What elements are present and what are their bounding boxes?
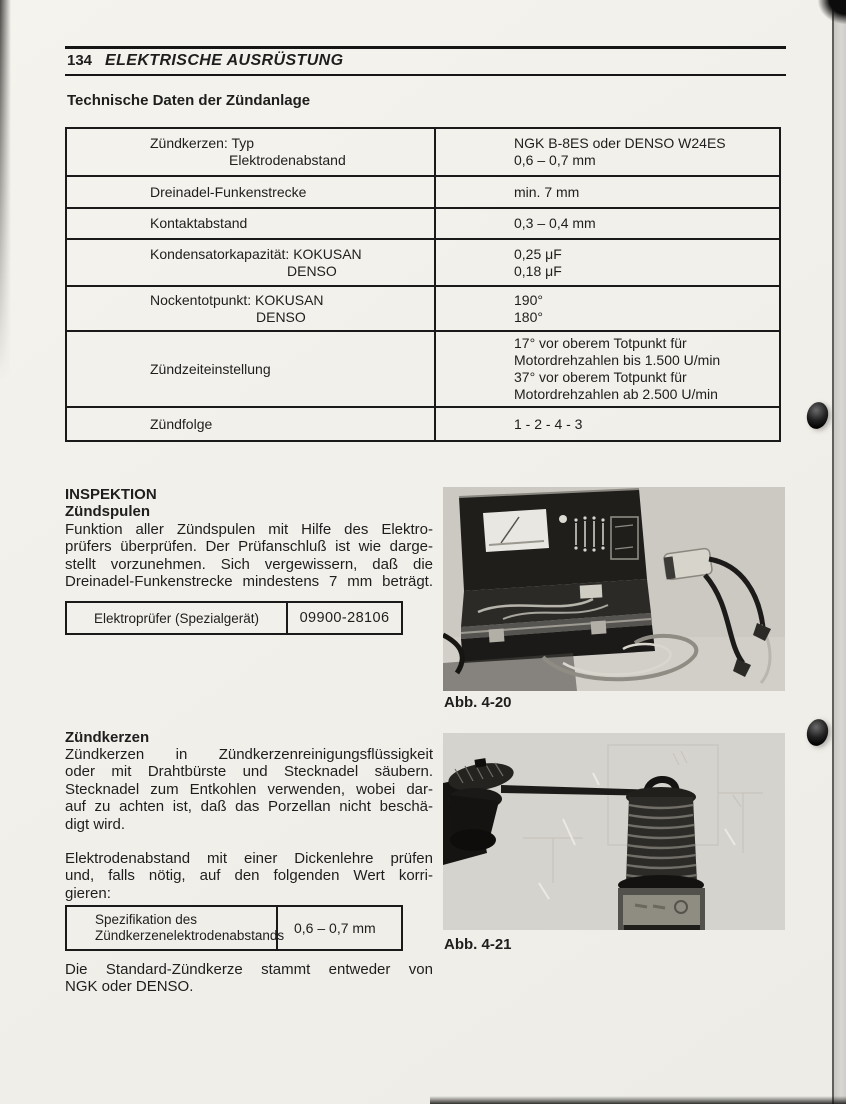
table-row bbox=[67, 129, 779, 177]
text-line: gieren: bbox=[65, 884, 111, 902]
spark-plug-photo bbox=[443, 733, 785, 930]
text-line: NGK oder DENSO. bbox=[65, 978, 194, 996]
row-label bbox=[67, 240, 436, 285]
value-line: 17° vor oberem Totpunkt für bbox=[514, 335, 687, 351]
row-label bbox=[67, 332, 436, 406]
zuendkerzen-heading: Zündkerzen bbox=[65, 729, 150, 746]
table-row bbox=[67, 408, 779, 440]
chapter-title: ELEKTRISCHE AUSRÜSTUNG bbox=[105, 52, 344, 69]
scan-corner-shadow bbox=[818, 0, 846, 24]
pivot-bolt bbox=[474, 758, 486, 768]
text-line: Funktion aller Zündspulen mit Hilfe des Elektro- bbox=[65, 521, 433, 538]
value-line: 0,25 μF bbox=[514, 245, 562, 262]
text-line: digt wird. bbox=[65, 815, 126, 833]
zuendkerzen-paragraph bbox=[65, 746, 433, 833]
zuendspulen-paragraph bbox=[65, 521, 433, 591]
punch-hole bbox=[804, 400, 831, 431]
latch bbox=[591, 620, 607, 634]
text-line: stellt vorzunehmen. Sich vergewissern, daß die bbox=[65, 555, 433, 573]
spark-plug bbox=[618, 779, 705, 930]
value-line: 1 - 2 - 4 - 3 bbox=[514, 415, 583, 432]
punch-hole bbox=[804, 717, 831, 748]
standard-plug-paragraph bbox=[65, 961, 433, 996]
row-value bbox=[436, 129, 779, 175]
figure-caption: Abb. 4-21 bbox=[444, 936, 512, 953]
tool-name: Elektroprüfer (Spezialgerät) bbox=[67, 603, 288, 633]
header-rule-bottom bbox=[65, 74, 786, 76]
socket bbox=[580, 584, 603, 598]
label-line: DENSO bbox=[256, 308, 306, 325]
electro-tester-photo bbox=[443, 487, 785, 691]
table-row bbox=[67, 240, 779, 287]
figure-caption: Abb. 4-20 bbox=[444, 694, 512, 711]
label-line: Zündkerzenelektrodenabstands bbox=[95, 928, 285, 943]
label-line: Kontaktabstand bbox=[150, 215, 248, 231]
text-line: Stecknadel zum Entkohlen verwenden, wobei dar- bbox=[65, 780, 433, 798]
label-line: Nockentotpunkt: KOKUSAN bbox=[150, 291, 324, 308]
row-label bbox=[67, 209, 436, 238]
threaded-body bbox=[626, 797, 697, 883]
gap-spec-table bbox=[65, 905, 403, 951]
text-line: Elektrodenabstand mit einer Dickenlehre prüfen bbox=[65, 850, 433, 867]
row-label bbox=[67, 129, 436, 175]
table-row bbox=[67, 287, 779, 332]
row-value bbox=[436, 332, 779, 406]
text-line: Dreinadel-Funkenstrecke mindestens 7 mm beträgt. bbox=[65, 573, 433, 591]
label-line: Kondensatorkapazität: KOKUSAN bbox=[150, 245, 362, 262]
header-rule-top bbox=[65, 46, 786, 49]
value-line: Motordrehzahlen ab 2.500 U/min bbox=[514, 386, 718, 402]
section-title: Technische Daten der Zündanlage bbox=[67, 92, 311, 109]
scan-left-shadow bbox=[0, 0, 11, 400]
row-value bbox=[436, 408, 779, 440]
value-line: min. 7 mm bbox=[514, 183, 580, 200]
latch bbox=[489, 628, 505, 642]
scan-bottom-shadow bbox=[430, 1096, 846, 1104]
value-line: NGK B-8ES oder DENSO W24ES bbox=[514, 135, 726, 151]
row-value bbox=[436, 177, 779, 207]
label-line: DENSO bbox=[287, 262, 337, 279]
value-line: 190° bbox=[514, 291, 543, 308]
text-line: prüfers überprüfen. Der Prüfanschluß ist wie darge- bbox=[65, 538, 433, 556]
table-row bbox=[67, 209, 779, 240]
tool-part-number: 09900-28106 bbox=[299, 610, 390, 626]
elektrodenabstand-paragraph bbox=[65, 850, 433, 902]
label-line: Zündkerzen: Typ bbox=[150, 135, 255, 151]
label-line: Zündfolge bbox=[150, 415, 213, 432]
special-tool-table bbox=[65, 601, 403, 635]
label-line: Elektrodenabstand bbox=[229, 152, 346, 168]
row-label bbox=[67, 287, 436, 330]
table-row bbox=[67, 332, 779, 408]
page-edge bbox=[832, 0, 846, 1104]
text-line: oder mit Drahtbürste und Stecknadel säubern. bbox=[65, 763, 433, 781]
row-label bbox=[67, 177, 436, 207]
gap-spec-label bbox=[67, 907, 285, 949]
value-line: 37° vor oberem Totpunkt für bbox=[514, 369, 687, 385]
value-line: 180° bbox=[514, 308, 543, 325]
inspektion-heading: INSPEKTION bbox=[65, 486, 157, 503]
row-value bbox=[436, 240, 779, 285]
value-line: Motordrehzahlen bis 1.500 U/min bbox=[514, 352, 721, 368]
row-value bbox=[436, 287, 779, 330]
text-line: und, falls nötig, auf den folgenden Wert korri- bbox=[65, 867, 433, 885]
gap-spec-value: 0,6 – 0,7 mm bbox=[294, 920, 376, 936]
row-label bbox=[67, 408, 436, 440]
text-line: Zündkerzen in Zündkerzenreinigungsflüssigkeit bbox=[65, 746, 433, 763]
label-line: Spezifikation des bbox=[95, 912, 198, 927]
label-line: Zündzeiteinstellung bbox=[150, 360, 271, 377]
page-header bbox=[67, 52, 343, 70]
page-number: 134 bbox=[67, 52, 93, 69]
zuendspulen-subheading: Zündspulen bbox=[65, 503, 150, 520]
value-line: 0,6 – 0,7 mm bbox=[514, 152, 596, 168]
text-line: Die Standard-Zündkerze stammt entweder von bbox=[65, 961, 433, 978]
row-value bbox=[436, 209, 779, 238]
table-row bbox=[67, 177, 779, 209]
text-line: auf zu achten ist, daß das Porzellan nicht beschä- bbox=[65, 798, 433, 816]
ignition-spec-table bbox=[65, 127, 781, 442]
photo-background bbox=[443, 733, 785, 930]
value-line: 0,18 μF bbox=[514, 262, 562, 279]
label-line: Dreinadel-Funkenstrecke bbox=[150, 183, 307, 200]
value-line: 0,3 – 0,4 mm bbox=[514, 215, 596, 231]
